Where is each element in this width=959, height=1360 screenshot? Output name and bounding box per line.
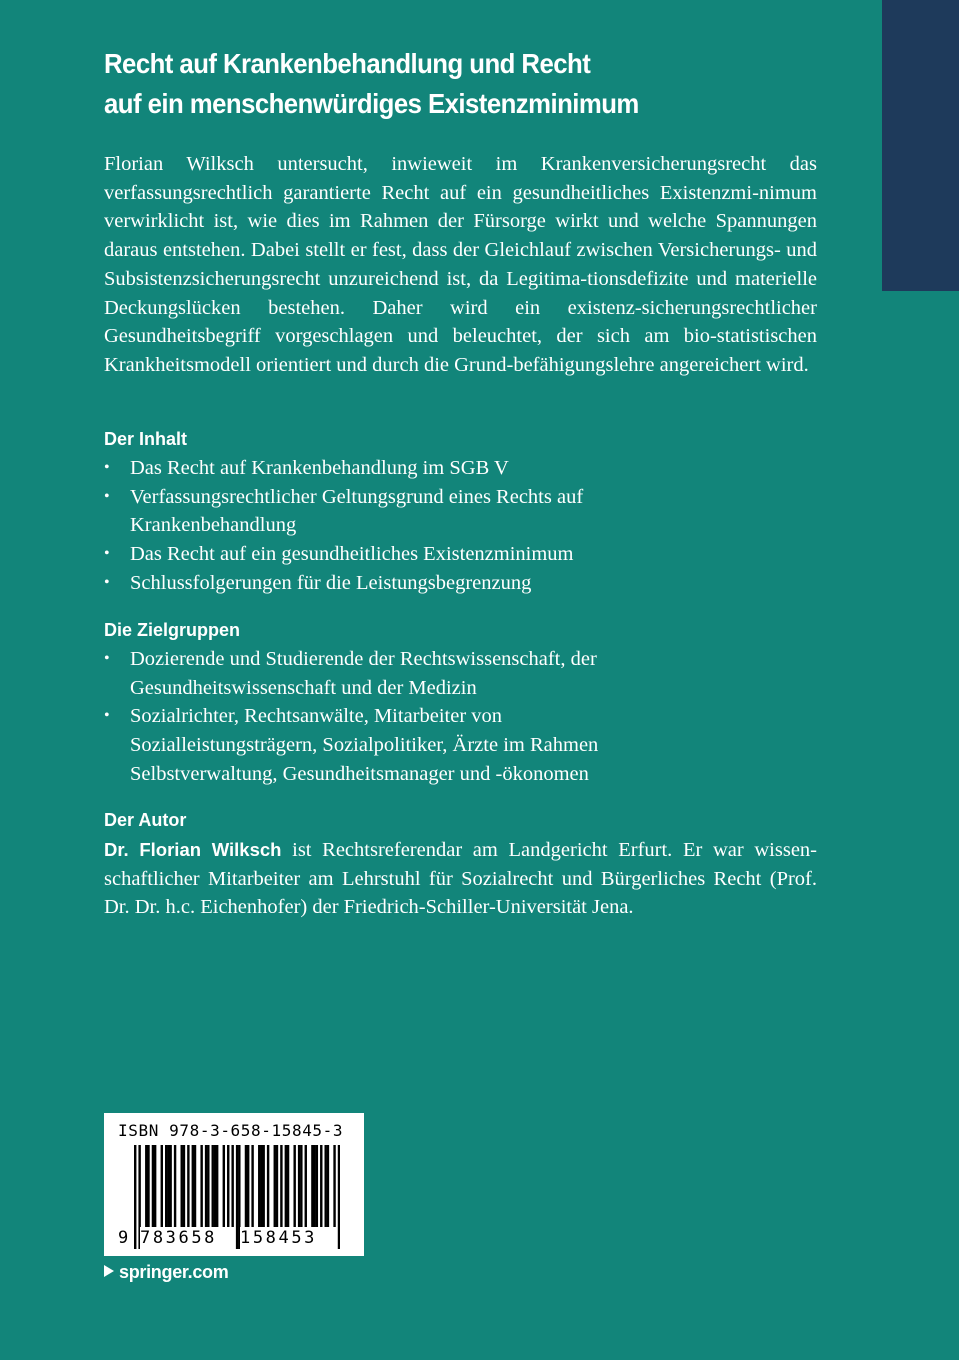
barcode-first-digit: 9 xyxy=(118,1228,129,1248)
barcode-bar xyxy=(293,1145,295,1227)
bullet-icon: • xyxy=(104,707,110,725)
barcode-bar xyxy=(305,1145,307,1227)
bullet-icon: • xyxy=(104,487,110,505)
barcode-bar xyxy=(207,1145,209,1227)
barcode-bar xyxy=(216,1145,218,1227)
list-item: • Schlussfolgerungen für die Leistungsbegrenzung xyxy=(104,569,804,598)
barcode-bar xyxy=(311,1145,313,1227)
barcode-bar xyxy=(316,1145,318,1227)
barcode-bar xyxy=(174,1145,176,1227)
triangle-right-icon xyxy=(104,1265,114,1277)
publisher-link[interactable] xyxy=(104,1262,228,1283)
barcode-bar xyxy=(313,1145,315,1227)
barcode-bar xyxy=(245,1145,247,1227)
barcode-bar xyxy=(231,1145,233,1227)
barcode-bar xyxy=(194,1145,196,1227)
author-name: Dr. Florian Wilksch xyxy=(104,839,282,860)
barcode-bar xyxy=(161,1145,163,1227)
barcode-bar xyxy=(134,1145,136,1249)
barcode-bar xyxy=(223,1145,225,1227)
barcode-bar xyxy=(145,1145,147,1227)
barcode-bar xyxy=(327,1145,329,1227)
barcode-bar xyxy=(192,1145,194,1227)
barcode-bar xyxy=(285,1145,287,1227)
barcode-bar xyxy=(152,1145,154,1227)
barcode-digits-left: 783658 xyxy=(140,1228,218,1248)
barcode-digits-right: 158453 xyxy=(240,1228,318,1248)
abstract-paragraph: Florian Wilksch untersucht, inwieweit im Krankenversicherungsrecht das verfassungsrechtlich garantierte Recht auf ein gesundheitliches Existenzmi-nimum verwirklicht ist, wie dies im Rahmen der Fürsorge wirkt und welche Spannungen daraus entstehen. Dabei stellt er fest, dass der Gleichlauf zwischen Versicherungs- und Subsistenzsicherungsrecht unzureichend ist, da Legitima-tionsdefizite und materielle Deckungslücken bestehen. Daher wird ein existenz-sicherungsrechtlicher Gesundheitsbegriff vorgeschlagen und beleuchtet, der sich am bio-statistischen Krankheitsmodell orientiert und durch die Grund-befähigungslehre angereichert wird. xyxy=(104,153,817,376)
barcode-bar xyxy=(276,1145,278,1227)
audience-heading: Die Zielgruppen xyxy=(104,620,241,640)
barcode-bar xyxy=(169,1145,171,1227)
bullet-icon: • xyxy=(104,650,110,667)
barcode-bar xyxy=(154,1145,156,1227)
list-item: • Verfassungsrechtlicher Geltungsgrund eines Rechts auf Krankenbehandlung xyxy=(104,483,630,540)
barcode-bar xyxy=(260,1145,262,1227)
barcode-bar xyxy=(300,1145,302,1227)
isbn-barcode xyxy=(104,1113,364,1256)
barcode-bar xyxy=(214,1145,216,1227)
barcode-bar xyxy=(274,1145,276,1227)
barcode-bar xyxy=(338,1145,340,1249)
barcode-bar xyxy=(251,1145,253,1227)
barcode-bar xyxy=(212,1145,214,1227)
bullet-icon: • xyxy=(104,545,110,563)
barcode-bar xyxy=(267,1145,269,1227)
author-bio-text: ist Rechtsreferendar am Landgericht Erfurt. Er war wissen-schaftlicher Mitarbeiter am Lehrstuhl für Sozialrecht und Bürgerliches Recht (Prof. Dr. Dr. h.c. Eichenhofer) der Friedrich-Schiller-Universität Jena. xyxy=(104,839,817,919)
list-item: • Das Recht auf Krankenbehandlung im SGB V xyxy=(104,454,804,483)
barcode-bar xyxy=(262,1145,264,1227)
contents-list xyxy=(104,454,804,598)
list-item: • Das Recht auf ein gesundheitliches Existenzminimum xyxy=(104,540,804,569)
bullet-icon: • xyxy=(104,459,110,476)
barcode-bar xyxy=(205,1145,207,1227)
barcode-bar xyxy=(200,1145,202,1227)
audience-list xyxy=(104,645,804,789)
spine-color-bar xyxy=(882,0,959,291)
publisher-url[interactable]: springer.com xyxy=(119,1262,229,1282)
isbn-label: ISBN 978-3-658-15845-3 xyxy=(118,1121,344,1140)
barcode-bar xyxy=(187,1145,189,1227)
barcode-bar xyxy=(298,1145,300,1227)
book-title xyxy=(104,44,748,124)
barcode-bar xyxy=(287,1145,289,1227)
barcode-bar xyxy=(320,1145,322,1227)
barcode-bar xyxy=(183,1145,185,1227)
barcode-bar xyxy=(147,1145,149,1227)
author-bio xyxy=(104,836,817,922)
bullet-icon: • xyxy=(104,573,110,591)
author-heading: Der Autor xyxy=(104,810,187,830)
barcode-bar xyxy=(333,1145,335,1227)
contents-heading: Der Inhalt xyxy=(104,429,188,449)
barcode-bar xyxy=(236,1145,238,1249)
barcode-bar xyxy=(181,1145,183,1227)
barcode-bar xyxy=(247,1145,249,1227)
barcode-bar xyxy=(167,1145,169,1227)
list-item: • Dozierende und Studierende der Rechtswissenschaft, der Gesundheitswissenschaft und der Medizin xyxy=(104,645,650,702)
list-item: • Sozialrichter, Rechtsanwälte, Mitarbeiter von Sozialleistungsträgern, Sozialpolitiker, Ärzte im Rahmen Selbstverwaltung, Gesundheitsmanager und -ökonomen xyxy=(104,702,682,788)
barcode-bar xyxy=(324,1145,326,1227)
barcode-bar xyxy=(165,1145,167,1227)
barcode-bar xyxy=(258,1145,260,1227)
book-title-line-2: auf ein menschenwürdiges Existenzminimum xyxy=(104,88,639,119)
barcode-bar xyxy=(227,1145,229,1227)
barcode-bar xyxy=(280,1145,282,1227)
book-title-line-1: Recht auf Krankenbehandlung und Recht xyxy=(104,48,591,79)
